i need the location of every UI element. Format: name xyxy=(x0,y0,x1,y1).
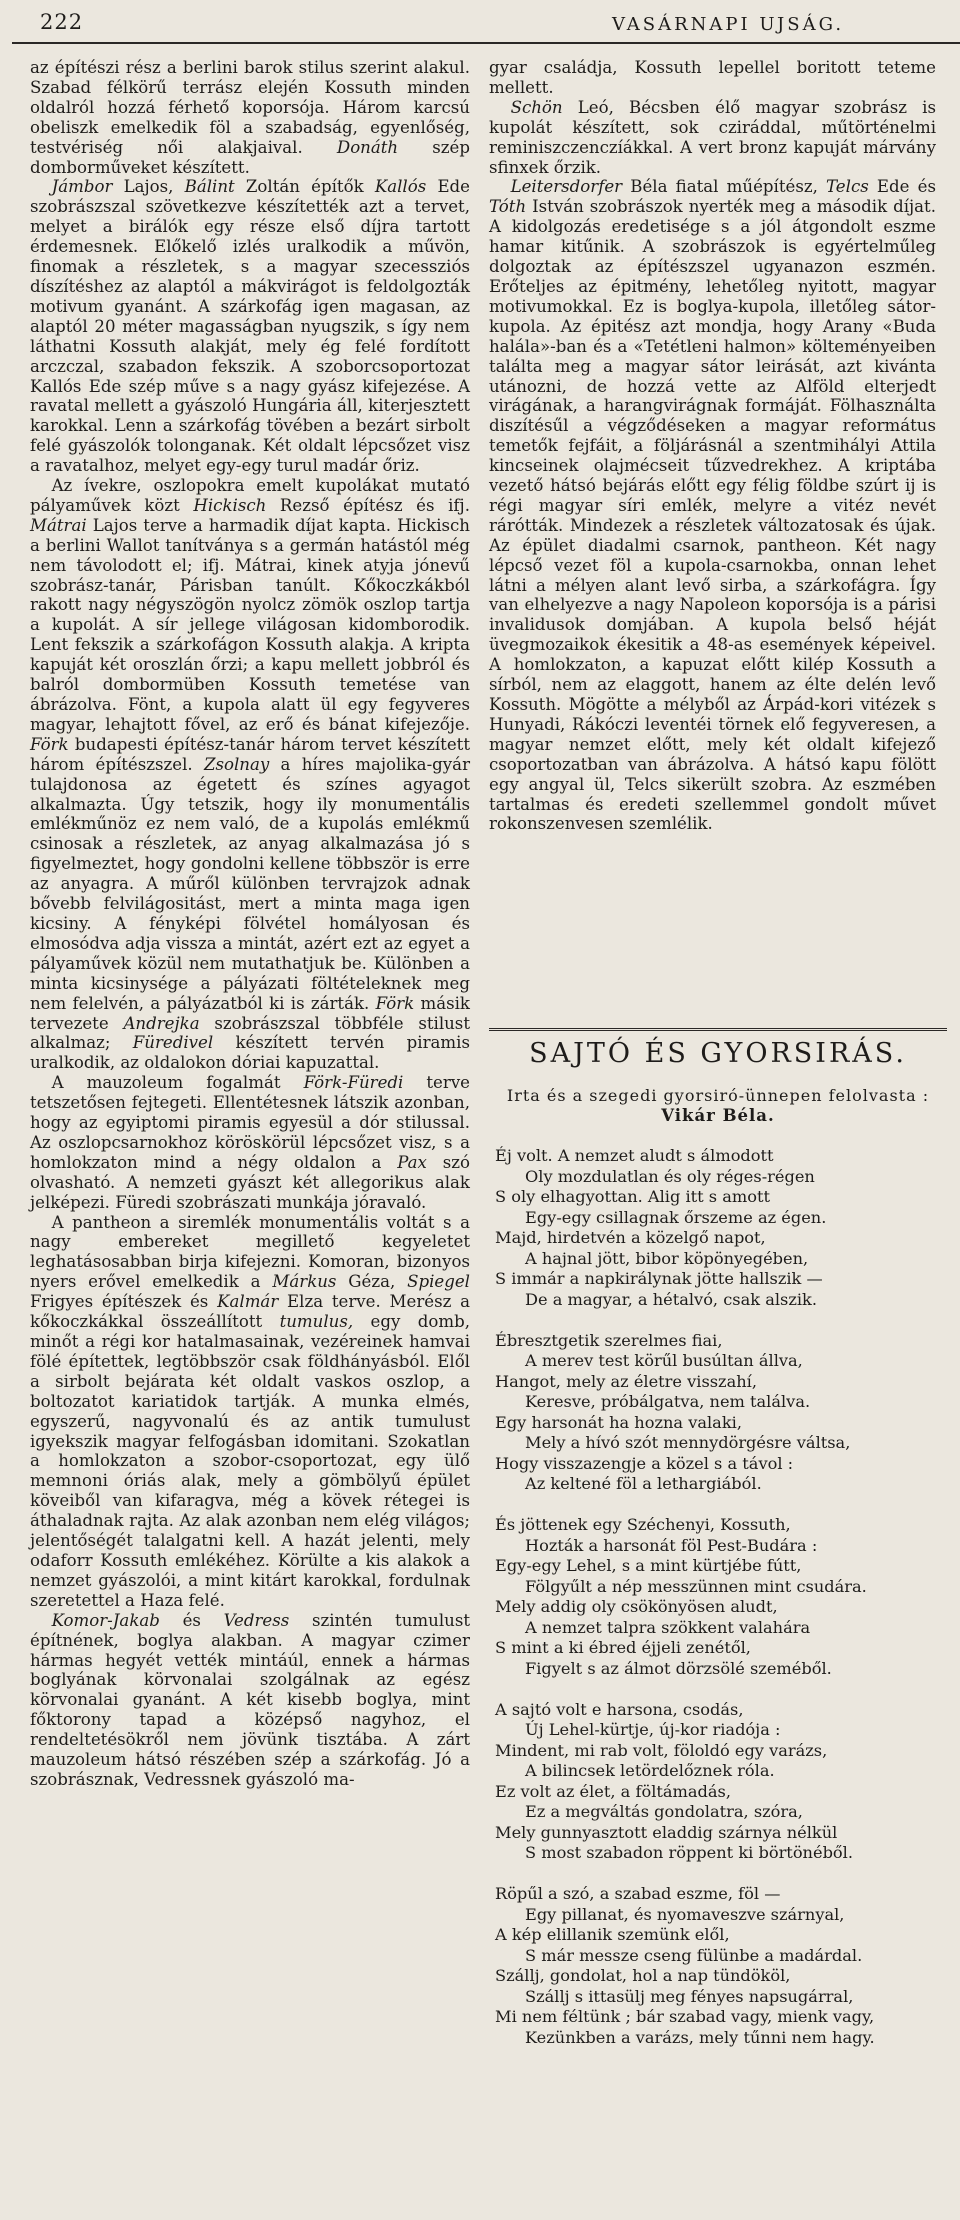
italic-name: Márkus xyxy=(272,1272,337,1292)
italic-name: Kallós xyxy=(374,177,427,197)
text-run: A pantheon a siremlék monumentális voltát s a nagy embereket megillető kegyeletet leghatásosabban birja kifejezni. Komoran, bizonyos nyers erővel emelkedik a xyxy=(30,1212,470,1292)
poem-line: Egy pillanat, és nyomaveszve szárnyal, xyxy=(525,1904,845,1924)
poem-line: A merev test körűl busúltan állva, xyxy=(525,1351,803,1370)
text-run: Elza terve. Merész a kőkoczkákkal összeállított xyxy=(30,1292,470,1332)
poem-line: A hajnal jött, bibor köpönyegében, xyxy=(525,1248,809,1268)
paragraph xyxy=(489,177,936,834)
text-run: másik tervezete xyxy=(30,993,470,1033)
italic-name: Komor-Jakab xyxy=(51,1610,160,1630)
text-run: Rezső építész és ifj. xyxy=(266,495,470,515)
paragraph xyxy=(30,476,470,1073)
text-run: budapesti építész-tanár három tervet készített három építészszel. xyxy=(30,734,470,774)
poem-line: Szállj s ittasülj meg fényes napsugárral, xyxy=(525,1986,854,2006)
text-run: A mauzoleum fogalmát xyxy=(51,1073,304,1093)
text-run: Zoltán építők xyxy=(234,177,375,197)
poem-line: Mi nem féltünk ; bár szabad vagy, mienk vagy, xyxy=(495,2007,875,2026)
poem-line: Ébresztgetik szerelmes fiai, xyxy=(495,1330,723,1350)
italic-name: Vedress xyxy=(223,1610,290,1630)
paragraph xyxy=(30,1611,470,1790)
page-header xyxy=(12,8,960,44)
poem-line: Szállj, gondolat, hol a nap tündököl, xyxy=(495,1966,791,1985)
poem-stanza xyxy=(495,1515,935,1679)
paragraph xyxy=(30,1073,470,1212)
poem-line: A bilincsek letördelőznek róla. xyxy=(525,1761,775,1780)
paragraph xyxy=(489,98,936,178)
poem-line: Mely gunnyasztott eladdig szárnya nélkül xyxy=(495,1822,838,1842)
text-run: szép domborműveket készített. xyxy=(30,137,470,177)
right-column xyxy=(489,58,936,834)
poem-line: Mely a hívó szót mennydörgésre váltsa, xyxy=(525,1433,851,1452)
text-run: Béla fiatal műépítész, xyxy=(622,177,827,197)
poem-line: Az keltené föl a lethargiából. xyxy=(525,1474,762,1493)
poem-author: Vikár Béla. xyxy=(661,1106,775,1125)
text-run: Leó, Bécsben élő magyar szobrász is kupolát készített, sok cziráddal, műtörténelmi reminiszczenczíákkal. A vert bronz kapuját márvány sfinxek őrzik. xyxy=(489,97,936,177)
poem-stanza xyxy=(495,1331,935,1495)
poem-line: Hangot, mely az életre visszahí, xyxy=(495,1371,757,1391)
text-run: István szobrászok nyerték meg a második díjat. A kidolgozás eredetisége s a jól átgondolt eszme hamar kitűnik. A szobrászok is egyértelműleg dolgoztak az építészszel ugyanazon eszmén. Erőteljes az épitmény, lehetőleg nyitott, magyar motivumokkal. Ez is boglya-kupola, illetőleg sátor-kupola. Az épitész azt mondja, hogy Arany «Buda halála»-ban és a «Tetétleni halmon» költeményeiben találta meg a magyar sátor leirását, azt kivánta utánozni, de hozzá vette az Alföld elterjedt virágának, a harangvirágnak formáját. Fölhasználta diszítésűl a végződéseken a magyar református temetők fejfáit, a följárásnál a szentmihályi Attila kincseinek olajmécseit tűzvedrekhez. A kriptába vezető hátsó bejárás előtt egy félig földbe szúrt ij is régi magyar síri emlék, melyre a vitéz nevét rárótták. Mindezek a részletek változatosak és újak. Az épület diadalmi csarnok, pantheon. Két nagy lépcső vezet föl a kupola-csarnokba, onnan lehet látni a mélyen alant levő sirba, a szárkofágra. Így van elhelyezve a nagy Napoleon koporsója is a párisi invalidusok domjában. A kupola belső héját üvegmozaikok ékesitik a 48-as események képeivel. A homlokzaton, a kapuzat előtt kilép Kossuth a sírból, nem az elaggott, hanem az élte delén levő Kossuth. Mögötte a mélyből az Árpád-kori vitézek s Hunyadi, Rákóczi leventéi törnek elő fegyveresen, a magyar nemzet előtt, mely két oldalt kifejező csoportozatban van ábrázolva. A hátsó kapu fölött egy angyal ül, Telcs sikerült szobra. Az eszmében tartalmas és eredeti szellemmel gondolt művet rokonszenvesen szemlélik. xyxy=(489,197,936,834)
page-number: 222 xyxy=(40,10,84,34)
poem-line: Oly mozdulatlan és oly réges-régen xyxy=(525,1166,815,1186)
text-run: Lajos, xyxy=(112,177,185,197)
italic-name: Schön xyxy=(510,97,563,117)
running-head: VASÁRNAPI UJSÁG. xyxy=(612,14,845,35)
italic-name: tumulus, xyxy=(279,1312,354,1332)
italic-name: Donáth xyxy=(336,137,399,157)
poem-stanza xyxy=(495,1146,935,1310)
poem-line: Mely addig oly csökönyösen aludt, xyxy=(495,1597,778,1616)
poem-title: SAJTÓ ÉS GYORSIRÁS. xyxy=(529,1038,907,1069)
poem-line: Keresve, próbálgatva, nem találva. xyxy=(525,1392,811,1411)
poem-line: Hozták a harsonát föl Pest-Budára : xyxy=(525,1535,818,1555)
poem-line: Hogy visszazengje a közel s a távol : xyxy=(495,1453,794,1473)
poem-line: S mint a ki ébred éjjeli zenétől, xyxy=(495,1638,751,1657)
poem-line: A nemzet talpra szökkent valahára xyxy=(525,1617,811,1637)
italic-name: Telcs xyxy=(826,177,869,197)
italic-name: Zsolnay xyxy=(203,754,270,774)
italic-name: Pax xyxy=(397,1152,427,1172)
poem-stanza xyxy=(495,1700,935,1864)
italic-name: Andrejka xyxy=(123,1013,200,1033)
paragraph xyxy=(30,177,470,476)
section-divider xyxy=(489,1028,947,1031)
poem-line: Egy harsonát ha hozna valaki, xyxy=(495,1412,742,1432)
poem-line: Figyelt s az álmot dörzsölé szeméből. xyxy=(525,1658,832,1678)
italic-name: Füredivel xyxy=(132,1033,214,1053)
italic-name: Tóth xyxy=(489,197,527,217)
poem-line: S oly elhagyottan. Alig itt s amott xyxy=(495,1187,771,1206)
paragraph xyxy=(30,1213,470,1611)
poem-line: És jöttenek egy Széchenyi, Kossuth, xyxy=(495,1515,791,1534)
poem-line: Röpűl a szó, a szabad eszme, föl — xyxy=(495,1884,781,1903)
left-column xyxy=(30,58,470,1790)
poem-line: Kezünkben a varázs, mely tűnni nem hagy. xyxy=(525,2027,875,2047)
poem-subtitle: Irta és a szegedi gyorsiró-ünnepen felolvasta : xyxy=(506,1086,930,1105)
poem-line: Mindent, mi rab volt, föloldó egy varázs, xyxy=(495,1740,828,1760)
paragraph xyxy=(489,58,936,98)
text-run: gyar családja, Kossuth lepellel boritott teteme mellett. xyxy=(489,58,936,97)
text-run: szobrászszal többféle stilust alkalmaz; xyxy=(30,1013,470,1053)
poem-line: Egy-egy Lehel, s a mint kürtjébe fútt, xyxy=(495,1556,802,1575)
italic-name: Förk-Füredi xyxy=(303,1073,404,1093)
italic-name: Kalmár xyxy=(217,1292,279,1312)
poem-line: Ez a megváltás gondolatra, szóra, xyxy=(525,1802,803,1821)
text-run: Az ívekre, oszlopokra emelt kupolákat mutató pályaművek közt xyxy=(30,476,470,515)
text-run: szintén tumulust építnének, boglya alakban. A magyar czimer hármas hegyét vették mintáúl, ennek a hármas boglyának körvonalai szolgálnak az egész körvonalai gyanánt. A két kisebb boglya, mint főktorony tapad a középső nagyhoz, el rendeltetésökről nem jövünk tisztába. A zárt mauzoleum hátsó részében szép a szárkofág. Jó a szobrásznak, Vedressnek gyászoló ma- xyxy=(30,1610,471,1789)
text-run: Ede szobrászszal szövetkezve készítették azt a tervet, melyet a birálók egy része első díjra tartott érdemesnek. Előkelő izlés uralkodik a művön, finomak a részletek, s a magyar szecessziós díszítéshez az alaptól a mákvirágot is feldolgozták motivum gyanánt. A szárkofág igen magasan, az alaptól 20 méter magasságban nyugszik, s így nem láthatni Kossuth alakját, mely ég felé fordított arczczal, szabadon fekszik. A szoborcsoportozat Kallós Ede szép műve s a nagy gyász kifejezése. A ravatal mellett a gyászoló Hungária áll, kiterjesztett karokkal. Lenn a szárkofág tövében a bezárt sirbolt felé gyászolók tolonganak. Két oldalt lépcsőzet visz a ravatalhoz, melyet egy-egy turul madár őriz. xyxy=(30,177,470,476)
poem-line: Majd, hirdetvén a közelgő napot, xyxy=(495,1228,766,1247)
poem-line: Új Lehel-kürtje, új-kor riadója : xyxy=(525,1720,781,1739)
italic-name: Förk xyxy=(30,734,69,754)
poem-stanza xyxy=(495,1884,935,2048)
text-run: készített tervén piramis uralkodik, az oldalokon dóriai kapuzattal. xyxy=(30,1033,470,1073)
paragraph xyxy=(30,58,470,177)
italic-name: Förk xyxy=(375,993,415,1013)
italic-name: Mátrai xyxy=(30,515,87,535)
poem-line: S már messze cseng fülünbe a madárdal. xyxy=(525,1945,863,1965)
italic-name: Bálint xyxy=(184,177,235,197)
text-run: Lajos terve a harmadik díjat kapta. Hickisch a berlini Wallot tanítványa s a germán hatástól még nem távolodott el; ifj. Mátrai, kinek atyja jónevű szobrász-tanár, Párisban tanúlt. Kőkoczkákból rakott nagy négyszögön nyolcz zömök oszlop tartja a kupolát. A sír jellege világosan kidomborodik. Lent fekszik a szárkofágon Kossuth alakja. A kripta kapuját két oroszlán őrzi; a kapu mellett jobbról és balról dombormüben Kossuth temetése van ábrázolva. Fönt, a kupola alatt ül egy fegyveres magyar, lehajtott fővel, az erő és bánat kifejezője. xyxy=(30,515,470,734)
text-run: Frigyes építészek és xyxy=(30,1292,218,1312)
text-run: Géza, xyxy=(336,1272,408,1292)
text-run: és xyxy=(159,1610,224,1630)
italic-name: Spiegel xyxy=(407,1272,470,1292)
text-run: terve tetszetősen fejtegeti. Ellentétesnek látszik azonban, hogy az egyiptomi piramis egyesül a dór stilussal. Az oszlopcsarnokhoz köröskörül lépcsőzet visz, s a homlokzaton mind a négy oldalon a xyxy=(30,1073,471,1172)
italic-name: Leitersdorfer xyxy=(510,177,623,197)
text-run: az építészi rész a berlini barok stilus szerint alakul. Szabad félkörű terrász elején Kossuth minden oldalról hozzá férhető koporsója. Három karcsú obeliszk emelkedik föl a szabadság, egyenlőség, testvériség női alakjaival. xyxy=(30,58,470,157)
text-run: szó olvasható. A nemzeti gyászt két allegorikus alak jelképezi. Füredi szobrászati munkája jóravaló. xyxy=(30,1152,470,1212)
poem-line: A kép elillanik szemünk elől, xyxy=(495,1925,730,1944)
text-run: egy domb, minőt a régi kor hatalmasainak, vezéreinek hamvai fölé építettek, legtöbbször csak földhányásból. Elől a sirbolt bejárata két oldalt vaskos oszlop, a boltozatot kariatidok tartják. A munka elmés, egyszerű, nagyvonalú és az antik tumulust igyekszik magyar felfogásban idomitani. Szokatlan a homlokzaton a szobor-csoportozat, egy ülő memnoni óriás alak, mely a gömbölyű épület köveiből van kifaragva, még a kövek rétegei is áthaladnak rajta. Az alak azonban nem elég világos; jelentőségét talalgatni kell. A hazát jelenti, mely odaforr Kossuth emlékéhez. Körülte a kis alakok a nemzet gyászolói, a mint kitárt karokkal, fordulnak szeretettel a Haza felé. xyxy=(30,1312,470,1610)
italic-name: Hickisch xyxy=(193,495,267,515)
poem-line: S immár a napkirálynak jötte hallszik — xyxy=(495,1269,823,1288)
poem-line: De a magyar, a hétalvó, csak alszik. xyxy=(525,1289,817,1309)
poem-line: A sajtó volt e harsona, csodás, xyxy=(495,1699,744,1719)
poem-line: S most szabadon röppent ki börtönéből. xyxy=(525,1843,853,1862)
poem-line: Ez volt az élet, a föltámadás, xyxy=(495,1781,731,1801)
italic-name: Jámbor xyxy=(51,177,113,197)
poem-line: Éj volt. A nemzet aludt s álmodott xyxy=(495,1146,774,1165)
poem-line: Fölgyűlt a nép messzünnen mint csudára. xyxy=(525,1576,867,1596)
poem-line: Egy-egy csillagnak őrszeme az égen. xyxy=(525,1207,827,1227)
text-run: a híres majolika-gyár tulajdonosa az égetett és színes agyagot alkalmazta. Úgy tetszik, hogy ily monumentális emlékműnöz ez nem való, de a kupolás emlékmű csinosak a részletek, az anyag alkalmazása jó s figyelmeztet, hogy gondolni kellene többször is erre az anyagra. A műről különben tervrajzok adnak bővebb felvilágositást, mert a minta maga igen kicsiny. A fényképi fölvétel homályosan és elmosódva adja vissza a mintát, azért ezt az egyet a pályaművek közül nem mutathatjuk be. Különben a minta kicsinysége a pályázati föltételeknek meg nem felelvén, a pályázatból ki is zárták. xyxy=(30,754,470,1013)
text-run: Ede és xyxy=(868,177,936,197)
poem-body xyxy=(495,1146,935,2048)
